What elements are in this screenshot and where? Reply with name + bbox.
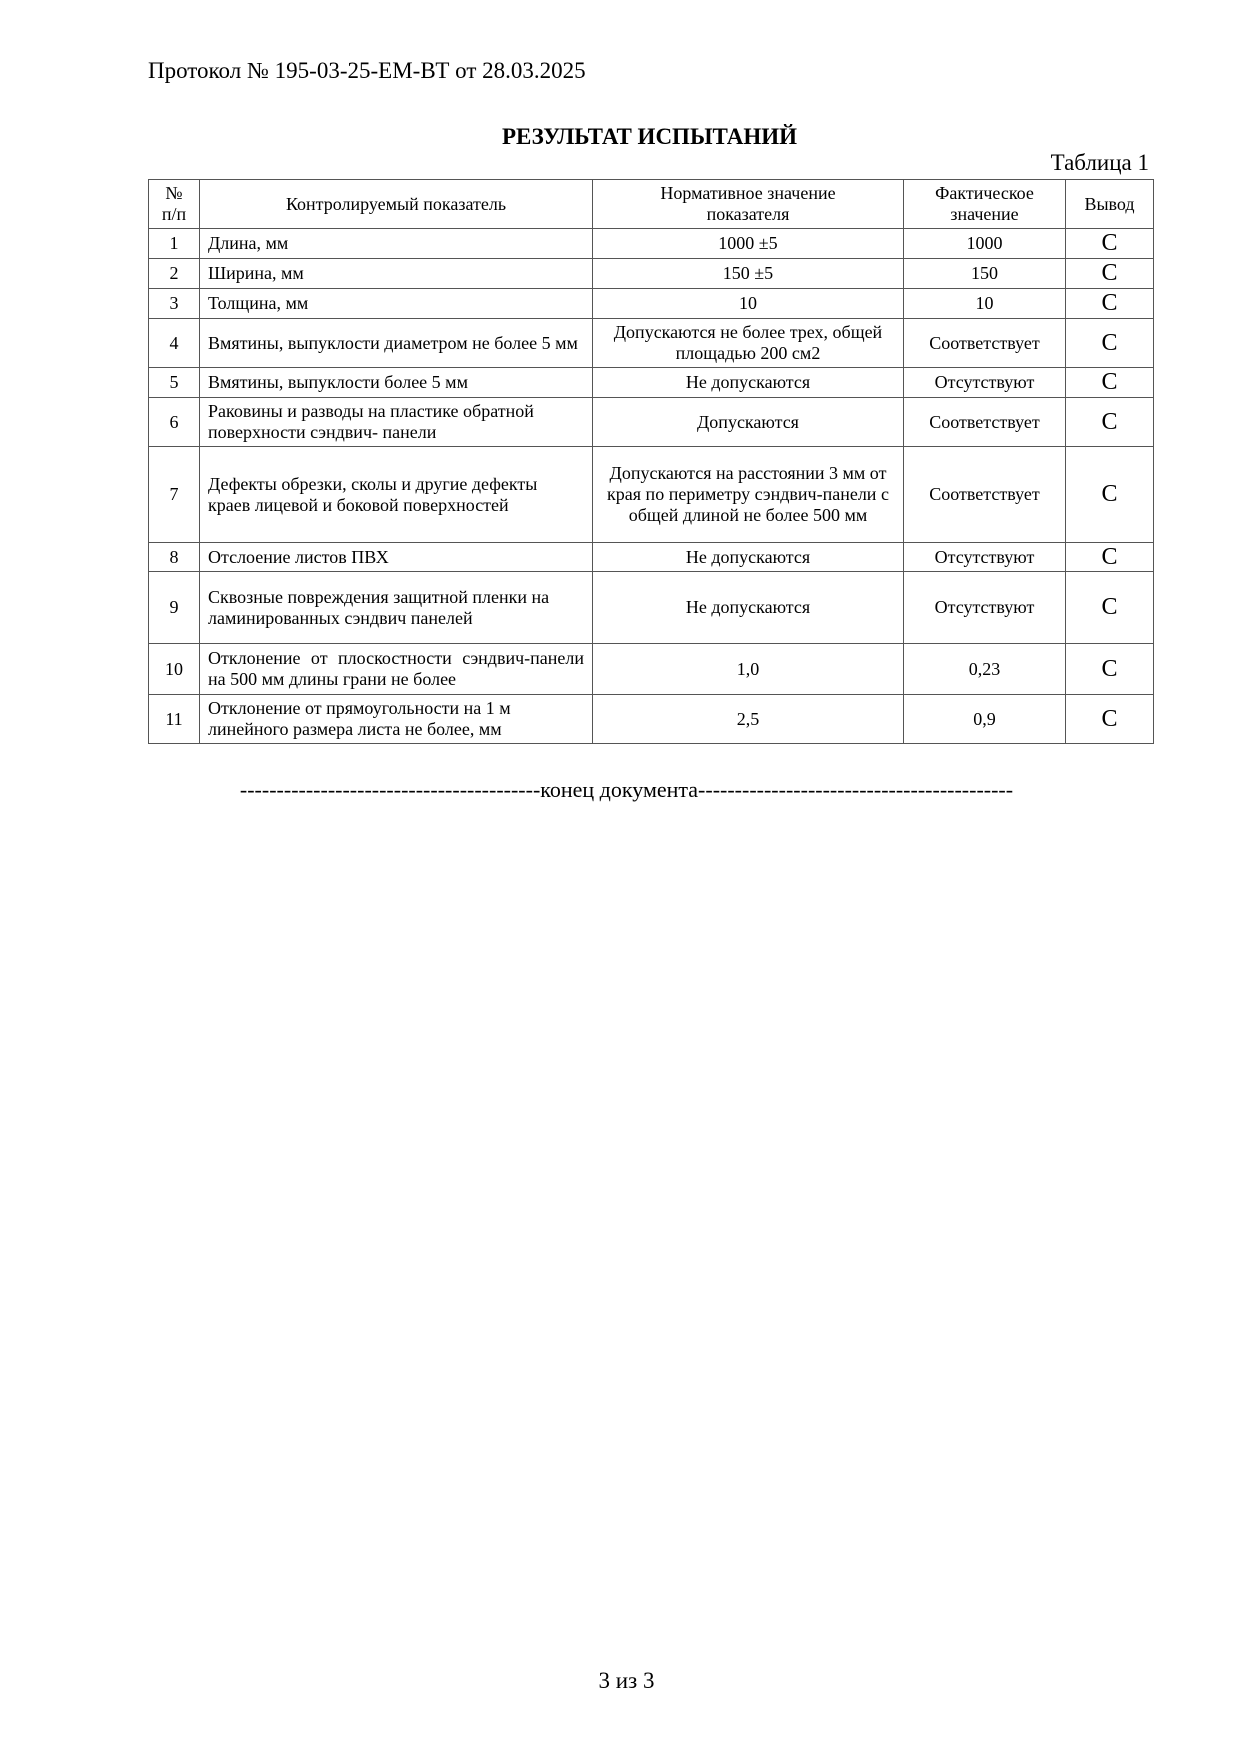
row-actual-value: Соответствует (904, 398, 1066, 447)
row-result: С (1066, 368, 1154, 398)
row-indicator: Дефекты обрезки, сколы и другие дефекты краев лицевой и боковой поверхностей (200, 447, 593, 543)
row-indicator: Вмятины, выпуклости более 5 мм (200, 368, 593, 398)
column-header-num-line2: п/п (161, 204, 187, 224)
row-actual-value: Отсутствуют (904, 543, 1066, 572)
row-result: С (1066, 572, 1154, 644)
table-row (149, 398, 1154, 447)
row-number: 11 (149, 695, 200, 744)
results-table (148, 179, 1154, 744)
table-row (149, 368, 1154, 398)
column-header-actual-line2: значение (950, 204, 1019, 224)
row-result: С (1066, 289, 1154, 319)
row-normative-value: 1,0 (593, 644, 904, 695)
row-indicator: Ширина, мм (200, 259, 593, 289)
page-title: РЕЗУЛЬТАТ ИСПЫТАНИЙ (501, 124, 798, 149)
row-actual-value: 1000 (904, 229, 1066, 259)
row-normative-value: Допускаются на расстоянии 3 мм от края по периметру сэндвич-панели с общей длиной не более 500 мм (593, 447, 904, 543)
row-number: 8 (149, 543, 200, 572)
row-number: 2 (149, 259, 200, 289)
table-row (149, 695, 1154, 744)
table-header-row (149, 180, 1154, 229)
table-row (149, 229, 1154, 259)
column-header-normative (593, 180, 904, 229)
row-number: 7 (149, 447, 200, 543)
row-result: С (1066, 259, 1154, 289)
row-actual-value: 150 (904, 259, 1066, 289)
column-header-num-line1: № (165, 183, 183, 203)
row-number: 1 (149, 229, 200, 259)
page-number: 3 из 3 (598, 1668, 655, 1693)
table-row (149, 572, 1154, 644)
protocol-header: Протокол № 195-03-25-ЕМ-ВТ от 28.03.2025 (148, 58, 586, 83)
row-normative-value: Не допускаются (593, 572, 904, 644)
row-normative-value: Допускаются (593, 398, 904, 447)
row-actual-value: Отсутствуют (904, 572, 1066, 644)
row-actual-value: Соответствует (904, 319, 1066, 368)
table-row (149, 259, 1154, 289)
row-result: С (1066, 644, 1154, 695)
row-number: 9 (149, 572, 200, 644)
row-normative-value: 2,5 (593, 695, 904, 744)
row-actual-value: 0,9 (904, 695, 1066, 744)
row-normative-value: Не допускаются (593, 368, 904, 398)
row-indicator: Раковины и разводы на пластике обратной поверхности сэндвич- панели (200, 398, 593, 447)
row-indicator: Отслоение листов ПВХ (200, 543, 593, 572)
row-result: С (1066, 695, 1154, 744)
row-number: 4 (149, 319, 200, 368)
column-header-actual-line1: Фактическое (935, 183, 1034, 203)
row-indicator: Толщина, мм (200, 289, 593, 319)
row-number: 6 (149, 398, 200, 447)
column-header-normative-line1: Нормативное значение (660, 183, 836, 203)
row-normative-value: Допускаются не более трех, общей площадью 200 см2 (593, 319, 904, 368)
column-header-result: Вывод (1066, 180, 1154, 229)
row-normative-value: 150 ±5 (593, 259, 904, 289)
row-indicator: Сквозные повреждения защитной пленки на ламинированных сэндвич панелей (200, 572, 593, 644)
table-row (149, 447, 1154, 543)
row-actual-value: Отсутствуют (904, 368, 1066, 398)
column-header-indicator: Контролируемый показатель (200, 180, 593, 229)
row-indicator: Отклонение от плоскостности сэндвич-панели на 500 мм длины грани не более (200, 644, 593, 695)
row-actual-value: Соответствует (904, 447, 1066, 543)
row-result: С (1066, 398, 1154, 447)
row-result: С (1066, 543, 1154, 572)
end-of-document-marker: -----------------------------------------конец документа------------------------------------------- (239, 777, 1014, 802)
row-result: С (1066, 447, 1154, 543)
table-row (149, 644, 1154, 695)
row-indicator: Длина, мм (200, 229, 593, 259)
row-number: 3 (149, 289, 200, 319)
row-normative-value: 10 (593, 289, 904, 319)
row-result: С (1066, 229, 1154, 259)
row-actual-value: 0,23 (904, 644, 1066, 695)
row-number: 5 (149, 368, 200, 398)
row-result: С (1066, 319, 1154, 368)
column-header-normative-line2: показателя (706, 204, 790, 224)
table-row (149, 319, 1154, 368)
row-normative-value: Не допускаются (593, 543, 904, 572)
row-indicator: Отклонение от прямоугольности на 1 м линейного размера листа не более, мм (200, 695, 593, 744)
table-caption: Таблица 1 (1050, 150, 1149, 175)
table-row (149, 543, 1154, 572)
table-row (149, 289, 1154, 319)
row-number: 10 (149, 644, 200, 695)
row-actual-value: 10 (904, 289, 1066, 319)
row-normative-value: 1000 ±5 (593, 229, 904, 259)
column-header-actual (904, 180, 1066, 229)
row-indicator: Вмятины, выпуклости диаметром не более 5 мм (200, 319, 593, 368)
column-header-num (149, 180, 200, 229)
